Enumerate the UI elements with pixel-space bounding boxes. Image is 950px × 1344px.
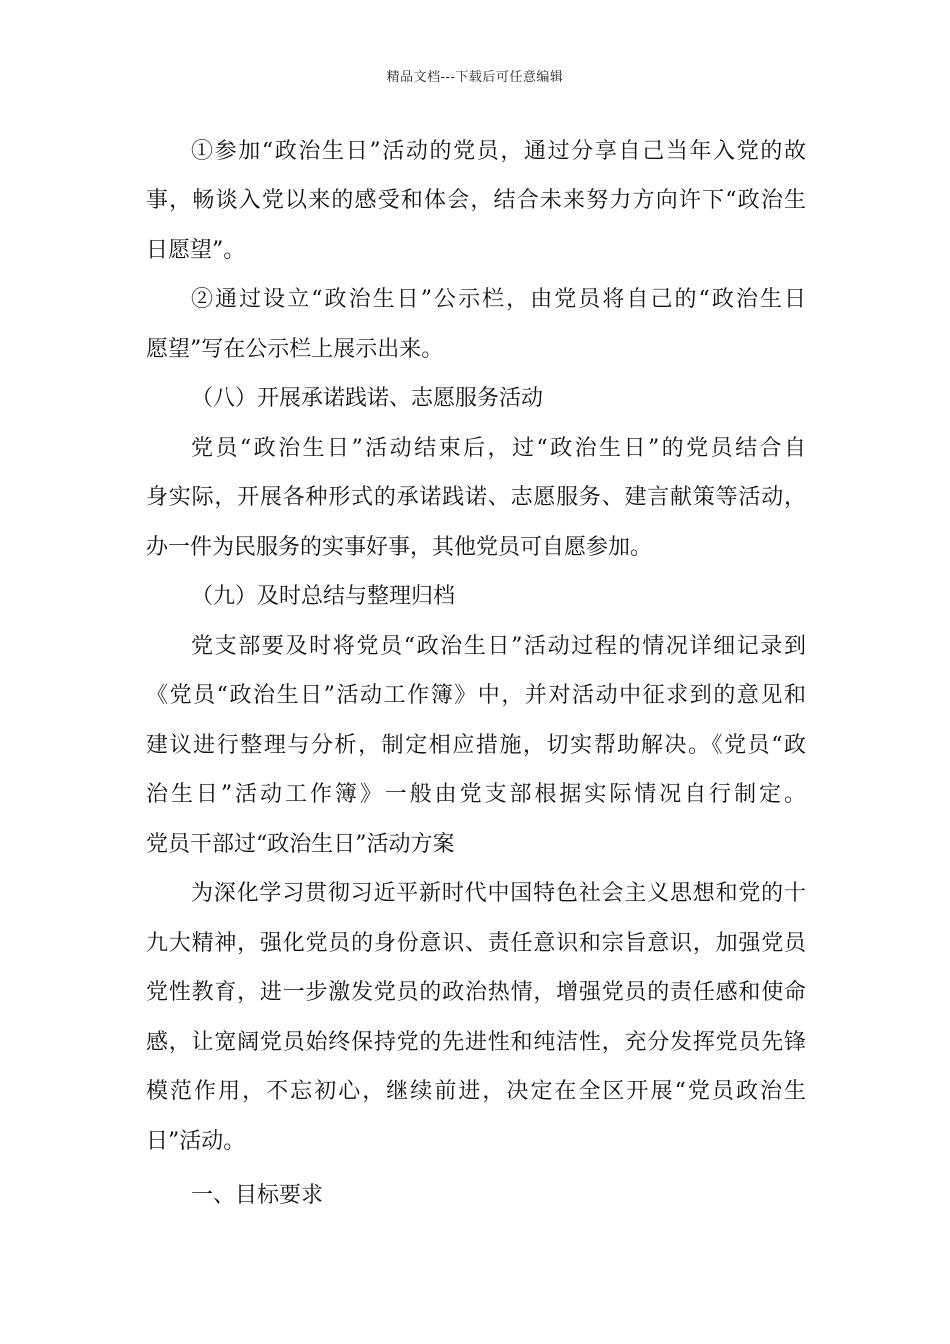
text-line: 日愿望”。 [146,238,246,263]
text-line: 党员“政治生日”活动结束后，过“政治生日”的党员结合自 [191,436,806,461]
text-line: 日”活动。 [146,1129,246,1154]
text-line: 愿望”写在公示栏上展示出来。 [146,337,444,362]
text-line: ②通过设立“政治生日”公示栏，由党员将自己的“政治生日 [191,287,806,312]
document-title: 党员干部过“政治生日”活动方案 [146,832,455,857]
text-line: 事，畅谈入党以来的感受和体会，结合未来努力方向许下“政治生 [146,188,806,213]
text-line: ①参加“政治生日”活动的党员，通过分享自己当年入党的故 [191,139,806,164]
text-line: 模范作用，不忘初心，继续前进，决定在全区开展“党员政治生 [146,1079,806,1104]
text-line: 《党员“政治生日”活动工作簿》中，并对活动中征求到的意见和 [146,683,806,708]
text-line: 身实际，开展各种形式的承诺践诺、志愿服务、建言献策等活动， [146,485,806,510]
section-heading: 一、目标要求 [191,1183,324,1208]
text-line: 党支部要及时将党员“政治生日”活动过程的情况详细记录到 [191,634,806,659]
text-line: 党性教育，进一步激发党员的政治热情，增强党员的责任感和使命 [146,980,806,1005]
text-line: 治生日”活动工作簿》一般由党支部根据实际情况自行制定。 [146,782,806,807]
text-line: 感，让宽阔党员始终保持党的先进性和纯洁性，充分发挥党员先锋 [146,1030,806,1055]
section-heading: （八）开展承诺践诺、志愿服务活动 [191,386,544,411]
section-heading: （九）及时总结与整理归档 [191,584,456,609]
text-line: 为深化学习贯彻习近平新时代中国特色社会主义思想和党的十 [191,881,806,906]
text-line: 建议进行整理与分析，制定相应措施，切实帮助解决。《党员“政 [146,733,806,758]
page-header: 精品文档---下载后可任意编辑 [386,70,564,85]
text-line: 九大精神，强化党员的身份意识、责任意识和宗旨意识，加强党员 [146,931,806,956]
text-line: 办一件为民服务的实事好事，其他党员可自愿参加。 [146,535,653,560]
